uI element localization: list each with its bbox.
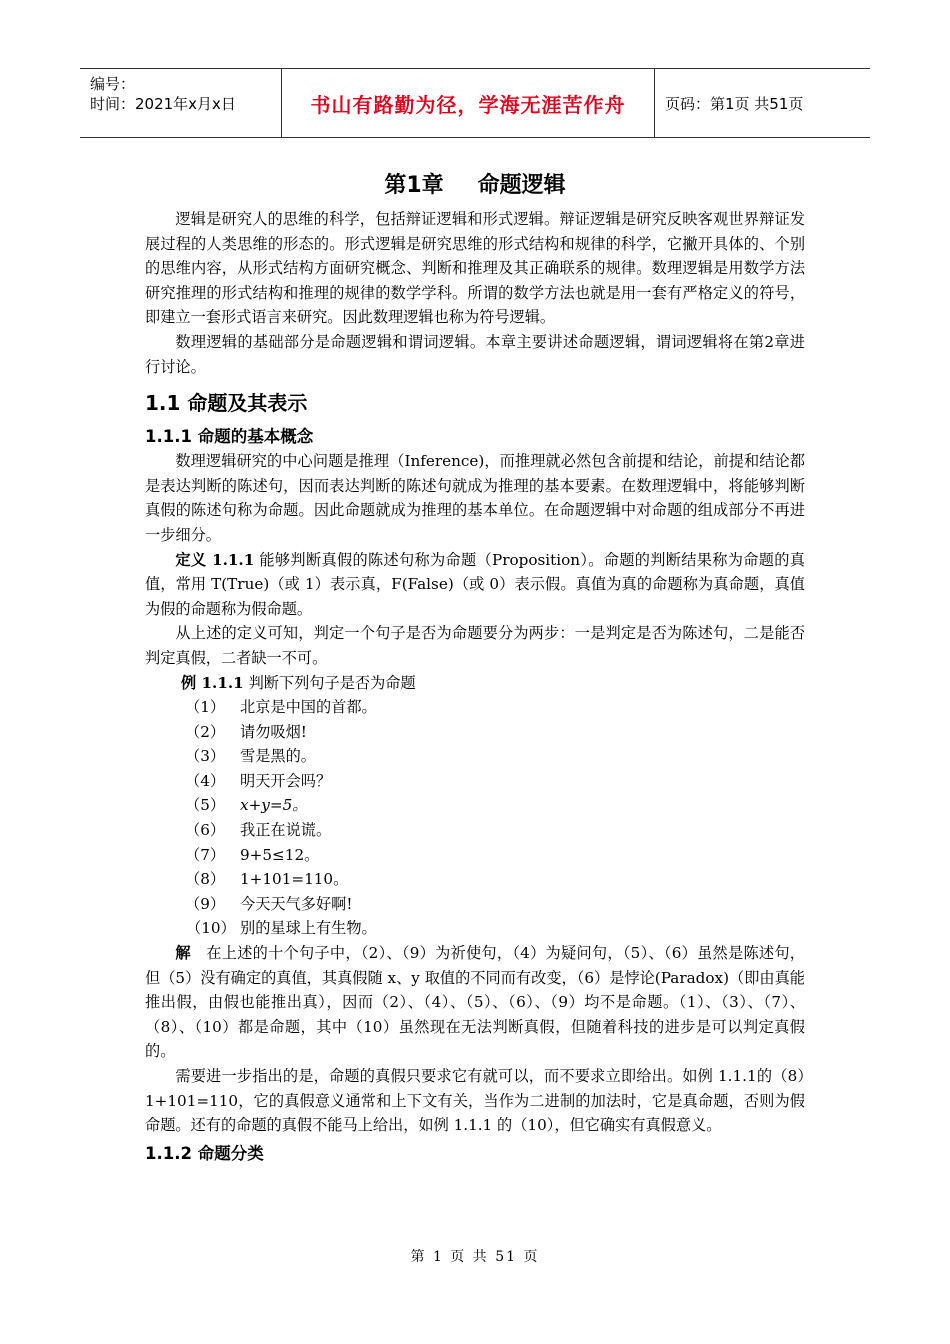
list-item xyxy=(145,769,805,794)
list-item xyxy=(145,818,805,843)
list-item xyxy=(145,744,805,769)
judgment-paragraph: 从上述的定义可知，判定一个句子是否为命题要分为两步：一是判定是否为陈述句，二是能否判定真假，二者缺一不可。 xyxy=(145,624,805,667)
list-item xyxy=(145,720,805,745)
motto-text: 书山有路勤为径，学海无涯苦作舟 xyxy=(310,92,626,117)
item-number: （5） xyxy=(185,796,226,815)
item-number: （2） xyxy=(185,722,226,741)
list-item xyxy=(145,916,805,941)
item-text: x+y=5。 xyxy=(240,796,308,815)
example-label: 例 1.1.1 xyxy=(181,673,244,692)
list-item xyxy=(145,695,805,720)
solution-label: 解 xyxy=(175,944,191,963)
basic-concept-paragraph: 数理逻辑研究的中心问题是推理（Inference)，而推理就必然包含前提和结论，前提和结论都是表达判断的陈述句，因而表达判断的陈述句就成为推理的基本要素。在数理逻辑中，将能够判断真假的陈述句称为命题。因此命题就成为推理的基本单位。在命题逻辑中对命题的组成部分不再进一步细分。 xyxy=(145,452,805,544)
list-item xyxy=(145,867,805,892)
intro-paragraph-1: 逻辑是研究人的思维的科学，包括辩证逻辑和形式逻辑。辩证逻辑是研究反映客观世界辩证发展过程的人类思维的形态的。形式逻辑是研究思维的形式结构和规律的科学，它撇开具体的、个别的思维内容，从形式结构方面研究概念、判断和推理及其正确联系的规律。数理逻辑是用数学方法研究推理的形式结构和推理的规律的数学学科。所谓的数学方法也就是用一套有严格定义的符号，即建立一套形式语言来研究。因此数理逻辑也称为符号逻辑。 xyxy=(145,210,805,327)
header-motto-cell xyxy=(281,69,655,137)
definition-paragraph xyxy=(145,548,805,622)
item-text: 明天开会吗？ xyxy=(240,771,332,790)
item-number: （4） xyxy=(185,771,226,790)
intro-paragraph-2: 数理逻辑的基础部分是命题逻辑和谓词逻辑。本章主要讲述命题逻辑，谓词逻辑将在第2章进行讨论。 xyxy=(145,332,805,376)
list-item xyxy=(145,892,805,917)
header-page-cell xyxy=(655,69,870,137)
page-header xyxy=(80,68,870,138)
example-text: 判断下列句子是否为命题 xyxy=(243,673,416,692)
subsection-1-1-2-heading: 1.1.2 命题分类 xyxy=(145,1143,264,1163)
item-number: （1） xyxy=(185,698,226,717)
item-number: （9） xyxy=(185,894,226,913)
chapter-number: 第1章 xyxy=(384,173,444,198)
example-heading xyxy=(145,671,805,696)
item-text: 今天天气多好啊! xyxy=(240,894,353,913)
solution-paragraph xyxy=(145,941,805,1064)
solution-text: 在上述的十个句子中，（2）、（9）为祈使句，（4）为疑问句，（5）、（6）虽然是陈述句，但（5）没有确定的真值，其真假随 x、y 取值的不同而有改变，（6）是悖论(Paradox)（即由真能推出假，由假也能推出真），因而（2）、（4）、（5）、（6）、（9）均不是命题。（1）、（3）、（7）、（8）、（10）都是命题，其中（10）虽然现在无法判断真假，但随着科技的进步是可以判定真假的。 xyxy=(145,944,805,1061)
item-text: 别的星球上有生物。 xyxy=(240,919,377,938)
item-text: 北京是中国的首都。 xyxy=(240,698,377,717)
item-text: 雪是黑的。 xyxy=(240,747,316,766)
item-number: （3） xyxy=(185,747,226,766)
item-number: （7） xyxy=(185,845,226,864)
item-number: （10） xyxy=(186,919,236,938)
chapter-title xyxy=(145,168,805,199)
definition-text: 能够判断真假的陈述句称为命题（Proposition）。命题的判断结果称为命题的真值，常用 T(True)（或 1）表示真，F(False)（或 0）表示假。真值为真的命题称为真命题，真值为假的命题称为假命题。 xyxy=(145,550,805,618)
section-1-1-heading: 1.1 命题及其表示 xyxy=(145,391,308,416)
header-info-cell xyxy=(80,69,281,137)
document-body xyxy=(145,168,805,1166)
page-code: 页码：第1页 共51页 xyxy=(665,94,804,113)
item-number: （8） xyxy=(185,870,226,889)
subsection-1-1-1-heading: 1.1.1 命题的基本概念 xyxy=(145,427,314,447)
list-item xyxy=(145,843,805,868)
time-label: 时间：2021年x月x日 xyxy=(90,95,236,113)
further-note-paragraph: 需要进一步指出的是，命题的真假只要求它有就可以，而不要求立即给出。如例 1.1.1的（8）1+101=110，它的真假意义通常和上下文有关，当作为二进制的加法时，它是真命题，否则为假命题。还有的命题的真假不能马上给出，如例 1.1.1 的（10），但它确实有真假意义。 xyxy=(145,1067,805,1135)
list-item xyxy=(145,793,805,818)
item-text: 1+101=110。 xyxy=(240,870,349,889)
item-text: 请勿吸烟! xyxy=(240,722,307,741)
item-text: 我正在说谎。 xyxy=(240,821,332,840)
definition-label: 定义 1.1.1 xyxy=(175,550,255,569)
item-number: （6） xyxy=(185,821,226,840)
number-label: 编号： xyxy=(90,75,136,93)
chapter-name: 命题逻辑 xyxy=(477,173,566,198)
page-footer: 第 1 页 共 51 页 xyxy=(410,1249,540,1265)
item-text: 9+5≤12。 xyxy=(240,845,320,864)
